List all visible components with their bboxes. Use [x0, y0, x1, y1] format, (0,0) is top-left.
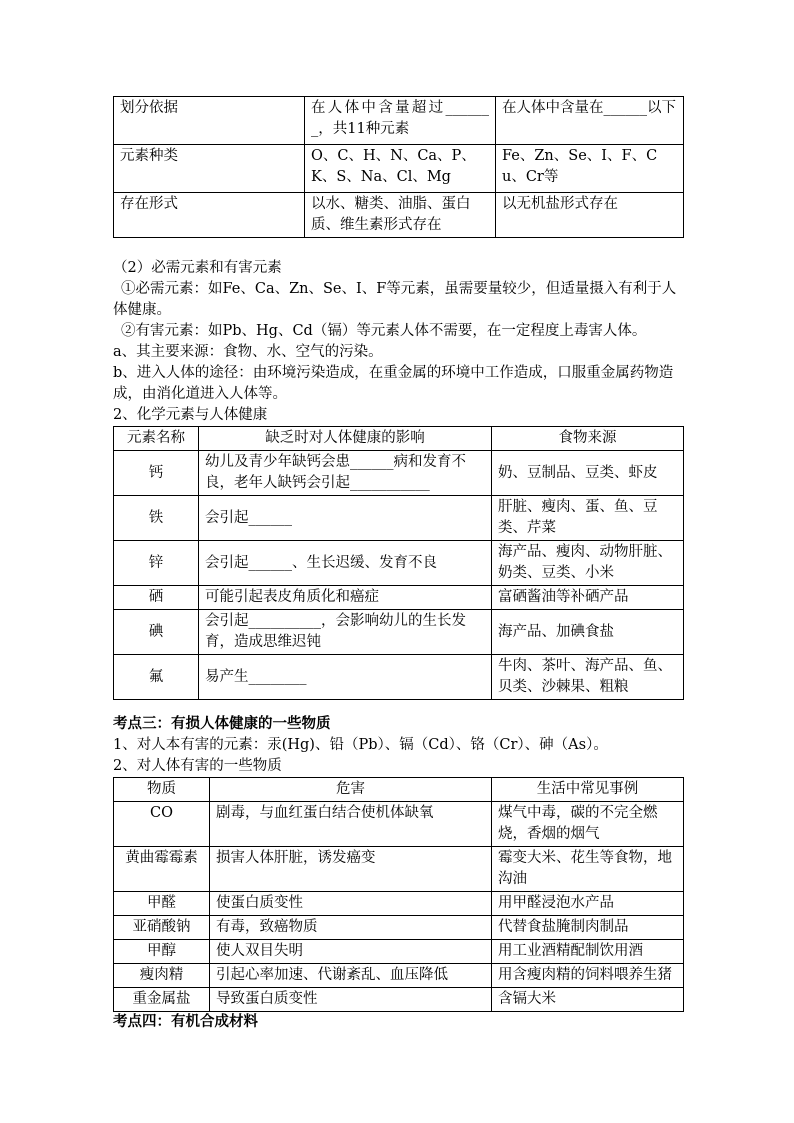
table-cell: 用甲醛浸泡水产品 [492, 892, 684, 916]
table-cell: 肝脏、瘦肉、蛋、鱼、豆类、芹菜 [492, 496, 684, 541]
table-cell: 会引起______ [199, 496, 492, 541]
table-cell: 甲醛 [114, 892, 210, 916]
paragraph: a、其主要来源：食物、水、空气的污染。 [113, 344, 383, 360]
table-cell: 海产品、瘦肉、动物肝脏、奶类、豆类、小米 [492, 541, 684, 586]
element-health-table [113, 426, 684, 700]
table-row [114, 496, 684, 541]
table-cell: 用工业酒精配制饮用酒 [492, 940, 684, 964]
table-row [114, 892, 684, 916]
paragraph: b、进入人体的途径：由环境污染造成，在重金属的环境中工作造成，口服重金属药物造成，由消化道进入人体等。 [113, 365, 674, 402]
table-cell: 海产品、加碘食盐 [492, 610, 684, 655]
table-cell: 碘 [114, 610, 199, 655]
table-cell: 以水、糖类、油脂、蛋白质、维生素形式存在 [305, 193, 496, 238]
section-title: 考点三：有损人体健康的一些物质 [113, 716, 331, 732]
table-cell: 可能引起表皮角质化和癌症 [199, 586, 492, 610]
table-row [114, 541, 684, 586]
paragraph: 1、对人本有害的元素：汞(Hg)、铅（Pb）、镉（Cd）、铬（Cr）、砷（As）。 [113, 737, 608, 753]
table-cell: 幼儿及青少年缺钙会患______病和发育不良，老年人缺钙会引起___________ [199, 451, 492, 496]
table-cell: O、C、H、N、Ca、P、K、S、Na、Cl、Mg [305, 145, 496, 193]
table-cell: 黄曲霉霉素 [114, 847, 210, 892]
table-header-row [114, 427, 684, 451]
table-cell: 剧毒，与血红蛋白结合使机体缺氧 [210, 802, 492, 847]
table-header-row [114, 778, 684, 802]
column-header: 物质 [114, 778, 210, 802]
paragraph: 2、对人体有害的一些物质 [113, 758, 282, 774]
table-cell: 甲醇 [114, 940, 210, 964]
table-cell: 会引起__________，会影响幼儿的生长发育，造成思维迟钝 [199, 610, 492, 655]
table-cell: 以无机盐形式存在 [496, 193, 684, 238]
column-header: 生活中常见事例 [492, 778, 684, 802]
table-row [114, 145, 684, 193]
table-cell: 在人体中含量超过_______，共11种元素 [305, 97, 496, 145]
table-row [114, 610, 684, 655]
table-cell: Fe、Zn、Se、I、F、Cu、Cr等 [496, 145, 684, 193]
table-row [114, 193, 684, 238]
section-title: 考点四：有机合成材料 [113, 1014, 258, 1030]
table-cell: 损害人体肝脏，诱发癌变 [210, 847, 492, 892]
table-row [114, 655, 684, 700]
table-cell: 会引起______、生长迟缓、发育不良 [199, 541, 492, 586]
table-row [114, 451, 684, 496]
table-cell: 划分依据 [114, 97, 305, 145]
document-page [113, 96, 683, 1033]
table-cell: 含镉大米 [492, 988, 684, 1012]
table-cell: 牛肉、茶叶、海产品、鱼、贝类、沙棘果、粗粮 [492, 655, 684, 700]
column-header: 危害 [210, 778, 492, 802]
section-title: （2）必需元素和有害元素 [113, 260, 282, 276]
table-cell: 易产生________ [199, 655, 492, 700]
column-header: 食物来源 [492, 427, 684, 451]
paragraph: ②有害元素：如Pb、Hg、Cd（镉）等元素人体不需要，在一定程度上毒害人体。 [121, 323, 647, 339]
table-cell: 铁 [114, 496, 199, 541]
harmful-substances-table [113, 777, 684, 1012]
table-cell: 代替食盐腌制肉制品 [492, 916, 684, 940]
table-cell: 钙 [114, 451, 199, 496]
table-row [114, 586, 684, 610]
table-cell: 富硒酱油等补硒产品 [492, 586, 684, 610]
table-row [114, 847, 684, 892]
table-cell: 引起心率加速、代谢紊乱、血压降低 [210, 964, 492, 988]
paragraph: ①必需元素：如Fe、Ca、Zn、Se、I、F等元素，虽需要量较少，但适量摄入有利于人体健康。 [113, 281, 677, 318]
table-cell: 亚硝酸钠 [114, 916, 210, 940]
table-row [114, 964, 684, 988]
table-row [114, 988, 684, 1012]
element-classification-table [113, 96, 684, 238]
table-cell: 用含瘦肉精的饲料喂养生猪 [492, 964, 684, 988]
table-cell: 元素种类 [114, 145, 305, 193]
table-row [114, 916, 684, 940]
table-cell: 有毒，致癌物质 [210, 916, 492, 940]
table-cell: CO [114, 802, 210, 847]
table-cell: 奶、豆制品、豆类、虾皮 [492, 451, 684, 496]
table-cell: 霉变大米、花生等食物，地沟油 [492, 847, 684, 892]
table-cell: 在人体中含量在______以下 [496, 97, 684, 145]
table-cell: 存在形式 [114, 193, 305, 238]
table-cell: 锌 [114, 541, 199, 586]
table-cell: 重金属盐 [114, 988, 210, 1012]
table-cell: 氟 [114, 655, 199, 700]
table-cell: 煤气中毒，碳的不完全燃烧，香烟的烟气 [492, 802, 684, 847]
table-cell: 瘦肉精 [114, 964, 210, 988]
paragraph: 2、化学元素与人体健康 [113, 407, 268, 423]
column-header: 缺乏时对人体健康的影响 [199, 427, 492, 451]
table-cell: 使蛋白质变性 [210, 892, 492, 916]
column-header: 元素名称 [114, 427, 199, 451]
table-cell: 硒 [114, 586, 199, 610]
table-row [114, 97, 684, 145]
table-cell: 使人双目失明 [210, 940, 492, 964]
table-row [114, 940, 684, 964]
table-cell: 导致蛋白质变性 [210, 988, 492, 1012]
table-row [114, 802, 684, 847]
